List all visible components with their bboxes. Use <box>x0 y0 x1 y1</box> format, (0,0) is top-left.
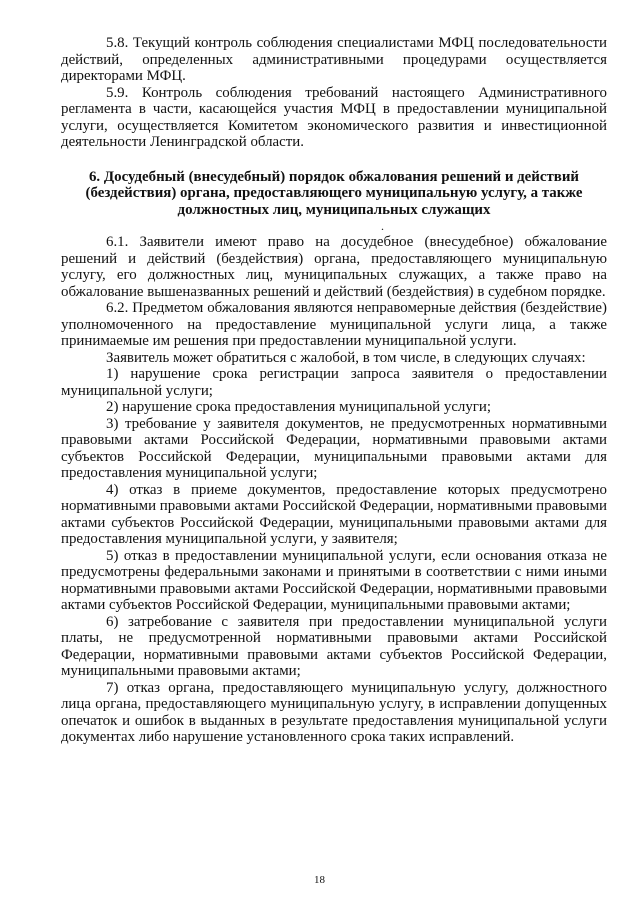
case-item-7: 7) отказ органа, предоставляющего муниципальную услугу, должностного лица органа, предоставляющего муниципальную услугу, в исправлении допущенных опечаток и ошибок в выданных в результате предоставления муниципальной услуги документах либо нарушение установленного срока таких исправлений. <box>61 679 607 745</box>
case-item-1: 1) нарушение срока регистрации запроса заявителя о предоставлении муниципальной услуги; <box>61 366 607 399</box>
case-item-5: 5) отказ в предоставлении муниципальной услуги, если основания отказа не предусмотрены федеральными законами и принятыми в соответствии с ними иными нормативными правовыми актами Российской Федерации, нормативными правовыми актами субъектов Российской Федерации, муниципальными правовыми актами; <box>61 547 607 613</box>
page-content <box>61 35 607 746</box>
section-gap <box>61 151 607 169</box>
page-number: 18 <box>314 874 325 886</box>
case-item-3: 3) требование у заявителя документов, не предусмотренных нормативными правовыми актами Российской Федерации, нормативными правовыми актами субъектов Российской Федерации, муниципальными правовыми актами для предоставления муниципальной услуги; <box>61 415 607 481</box>
paragraph-5-8: 5.8. Текущий контроль соблюдения специалистами МФЦ последовательности действий, определенных административными процедурами осуществляется директорами МФЦ. <box>61 35 607 84</box>
case-item-6: 6) затребование с заявителя при предоставлении муниципальной услуги платы, не предусмотренной нормативными правовыми актами Российской Федерации, нормативными правовыми актами субъектов Российской Федерации, муниципальными правовыми актами; <box>61 613 607 679</box>
section-6-heading: 6. Досудебный (внесудебный) порядок обжалования решений и действий (бездействия) органа, предоставляющего муниципальную услугу, а также должностных лиц, муниципальных служащих <box>85 168 583 218</box>
case-item-2: 2) нарушение срока предоставления муниципальной услуги; <box>106 399 492 415</box>
complaint-cases-intro: Заявитель может обратиться с жалобой, в том числе, в следующих случаях: <box>106 349 586 366</box>
case-item-4: 4) отказ в приеме документов, предоставление которых предусмотрено нормативными правовыми актами Российской Федерации, нормативными правовыми актами субъектов Российской Федерации, муниципальными правовыми актами для предоставления муниципальной услуги, у заявителя; <box>61 481 607 547</box>
stray-dot: . <box>381 219 384 233</box>
paragraph-6-2: 6.2. Предметом обжалования являются неправомерные действия (бездействие) уполномоченного на предоставление муниципальной услуги лица, а также принимаемые им решения при предоставлении муниципальной услуги. <box>61 300 607 349</box>
paragraph-5-9: 5.9. Контроль соблюдения требований настоящего Административного регламента в части, касающейся участия МФЦ в предоставлении муниципальной услуги, осуществляется Комитетом экономического развития и инвестиционной деятельности Ленинградской области. <box>61 84 607 150</box>
paragraph-6-1: 6.1. Заявители имеют право на досудебное (внесудебное) обжалование решений и действий (бездействия) органа, предоставляющего муниципальную услугу, его должностных лиц, муниципальных служащих, а также право на обжалование вышеназванных решений и действий (бездействия) в судебном порядке. <box>61 234 607 300</box>
